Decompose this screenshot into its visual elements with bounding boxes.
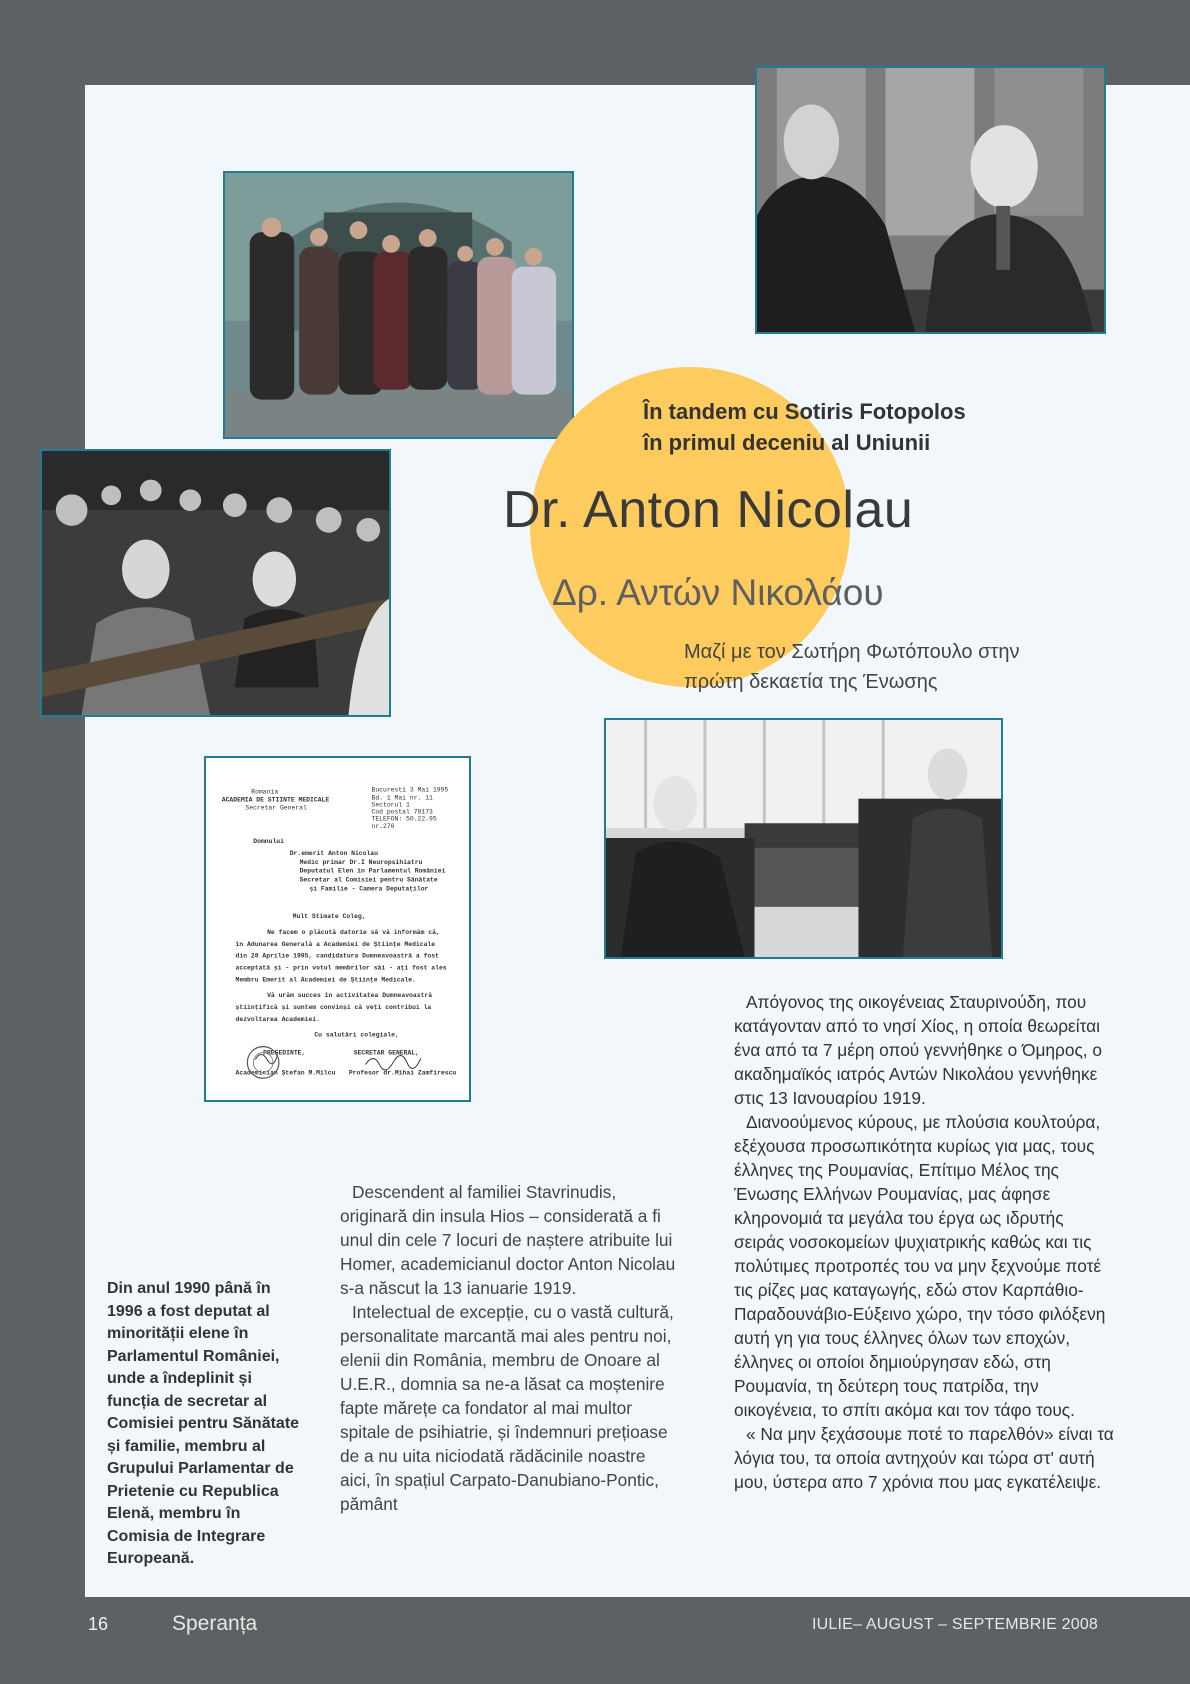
letter-address-line: Cod postal 78173 — [371, 808, 433, 816]
photo-two-men-conference — [755, 66, 1106, 334]
letter-recipient-line: Secretar al Comisiei pentru Sănătate — [299, 876, 438, 884]
page-number: 16 — [88, 1614, 109, 1634]
letter-institution: ACADEMIA DE STIINTE MEDICALE — [221, 796, 330, 804]
letter-address-line: Bd. 1 Mai nr. 11 — [371, 794, 433, 802]
paragraph: Intelectual de excepție, cu o vastă cultură, personalitate marcantă mai ales pentru noi, elenii din România, membru de Onoare al U.E.R., domnia sa ne-a lăsat ca moștenire fapte mărețe ca fondator al mai multor spitale de psihiatrie, și îndemnuri prețioase de a nu uita niciodată rădăcinile noastre aici, în spațiul Carpato-Danubiano-Pontic, pământ — [340, 1302, 674, 1514]
article-title-ro: Dr. Anton Nicolau — [503, 481, 914, 539]
letter-paragraph-line: în Adunarea Generală a Academiei de Științe Medicale — [235, 940, 436, 948]
article-subtitle-ro — [643, 396, 1063, 458]
subtitle-line: πρώτη δεκαετία της Ένωσης — [684, 671, 938, 693]
letter-paragraph-line: Membru Emerit al Academiei de Științe Medicale. — [235, 976, 416, 984]
article-subtitle-gr — [684, 637, 1104, 697]
body-text-gr — [734, 990, 1114, 1494]
issue-date: IULIE– AUGUST – SEPTEMBRIE 2008 — [812, 1616, 1099, 1633]
letter-address-line: Sectorul 1 — [371, 801, 410, 809]
subtitle-line: în primul deceniu al Uniunii — [643, 430, 931, 455]
letter-department: Secretar General — [245, 804, 307, 812]
subtitle-line: Μαζί με τον Σωτήρη Φωτόπουλο στην — [684, 641, 1020, 663]
letter-secretary-name: Profesor dr.Mihai Zamfirescu — [348, 1069, 457, 1077]
letter-paragraph-line: științifică și suntem convinși că veți contribui la — [235, 1004, 432, 1012]
letter-recipient-line: Medic primar Dr.I Neuropsihiatru — [299, 858, 423, 866]
letter-country: Romania — [251, 788, 279, 796]
paragraph: Descendent al familiei Stavrinudis, originară din insula Hios – considerată a fi unul din cele 7 locuri de naștere atribuite lui Homer, academicianul doctor Anton Nicolau s-a născut la 13 ianuarie 1919. — [340, 1182, 676, 1298]
body-text-ro — [340, 1180, 680, 1516]
letter-date: Bucuresti 3 Mai 1995 — [371, 786, 449, 794]
subtitle-line: În tandem cu Sotiris Fotopolos — [643, 399, 966, 424]
letter-paragraph-line: Vă urăm succes în activitatea Dumneavoastră — [267, 992, 433, 1000]
paragraph: Απόγονος της οικογένειας Σταυρινούδη, που κατάγονταν από το νησί Χίος, η οποία θεωρείται ένα από τα 7 μέρη οπού γεννήθηκε ο Όμηρος, ο ακαδημαϊκός ιατρός Αντών Νικολάου γεννήθηκε στις 13 Ιανουαρίου 1919. — [734, 992, 1103, 1108]
letter-paragraph-line: Ne facem o plăcută datorie să vă informăm că, — [267, 928, 440, 936]
letter-president-name: Academician Ștefan M.Milcu — [235, 1069, 336, 1077]
magazine-name: Speranța — [172, 1612, 258, 1635]
letter-salutation: Domnului — [253, 837, 284, 846]
photo-audience — [40, 449, 391, 717]
photo-two-men-seated — [604, 718, 1003, 959]
letter-recipient-line: Deputatul Elen în Parlamentul României — [299, 867, 446, 875]
photo-group-portrait — [223, 171, 574, 439]
letter-reg-number: nr.276 — [371, 823, 395, 831]
photo-letter-document — [204, 756, 471, 1102]
side-note: Din anul 1990 până în 1996 a fost deputat al minorității elene în Parlamentul României, unde a îndeplinit și funcția de secretar al Comisiei pentru Sănătate și familie, membru al Grupului Parlamentar de Prietenie cu Republica Elenă, membru în Comisia de Integrare Europeană. — [107, 1280, 300, 1567]
letter-closing: Cu salutări colegiale, — [314, 1031, 399, 1039]
letter-recipient-line: Dr.emerit Anton Nicolau — [289, 849, 378, 857]
letter-address-line: TELEFON: 50.22.95 — [371, 815, 437, 823]
letter-secretary-title: SECRETAR GENERAL, — [353, 1049, 419, 1057]
letter-paragraph-line: acceptată și - prin votul membrilor săi - ați fost ales — [235, 964, 447, 972]
letter-greeting: Mult Stimate Coleg, — [292, 913, 366, 921]
letter-recipient-line: și Familie - Camera Deputaților — [309, 885, 429, 893]
letter-paragraph-line: dezvoltarea Academiei. — [235, 1015, 320, 1023]
letter-president-title: PREȘEDINTE, — [263, 1049, 306, 1057]
paragraph: Διανοούμενος κύρους, με πλούσια κουλτούρα, εξέχουσα προσωπικότητα κυρίως για μας, τους έλληνες της Ρουμανίας, Επίτιμο Μέλος της Ένωσης Ελλήνων Ρουμανίας, μας άφησε κληρονομιά τα μεγάλα του έργα ως ιδρυτής σειράς νοσοκομείων ψυχιατρικής καθώς και τις πολύτιμες προτροπές του να μην ξεχνούμε ποτέ τις ρίζες μας καταγωγής, εδώ στον Καρπάθιο-Παραδουνάβιο-Εύξεινο χώρο, την τόσο φιλόξενη αυτή γη για τους έλληνες όλων των εποχών, έλληνες οι οποίοι δημιούργησαν εδώ, στη Ρουμανία, τη δεύτερη τους πατρίδα, την οικογένεια, το σπίτι ακόμα και τον τάφο τους. — [734, 1112, 1106, 1420]
paragraph: « Να μην ξεχάσουμε ποτέ το παρελθόν» είναι τα λόγια του, τα οποία αντηχούν και τώρα στ' αυτή μου, ύστερα απο 7 χρόνια που μας εγκατέλειψε. — [734, 1424, 1114, 1492]
letter-paragraph-line: din 28 Aprilie 1995, candidatura Dumneavoastră a fost — [235, 952, 439, 960]
article-title-gr: Δρ. Αντών Νικολάου — [552, 572, 884, 613]
